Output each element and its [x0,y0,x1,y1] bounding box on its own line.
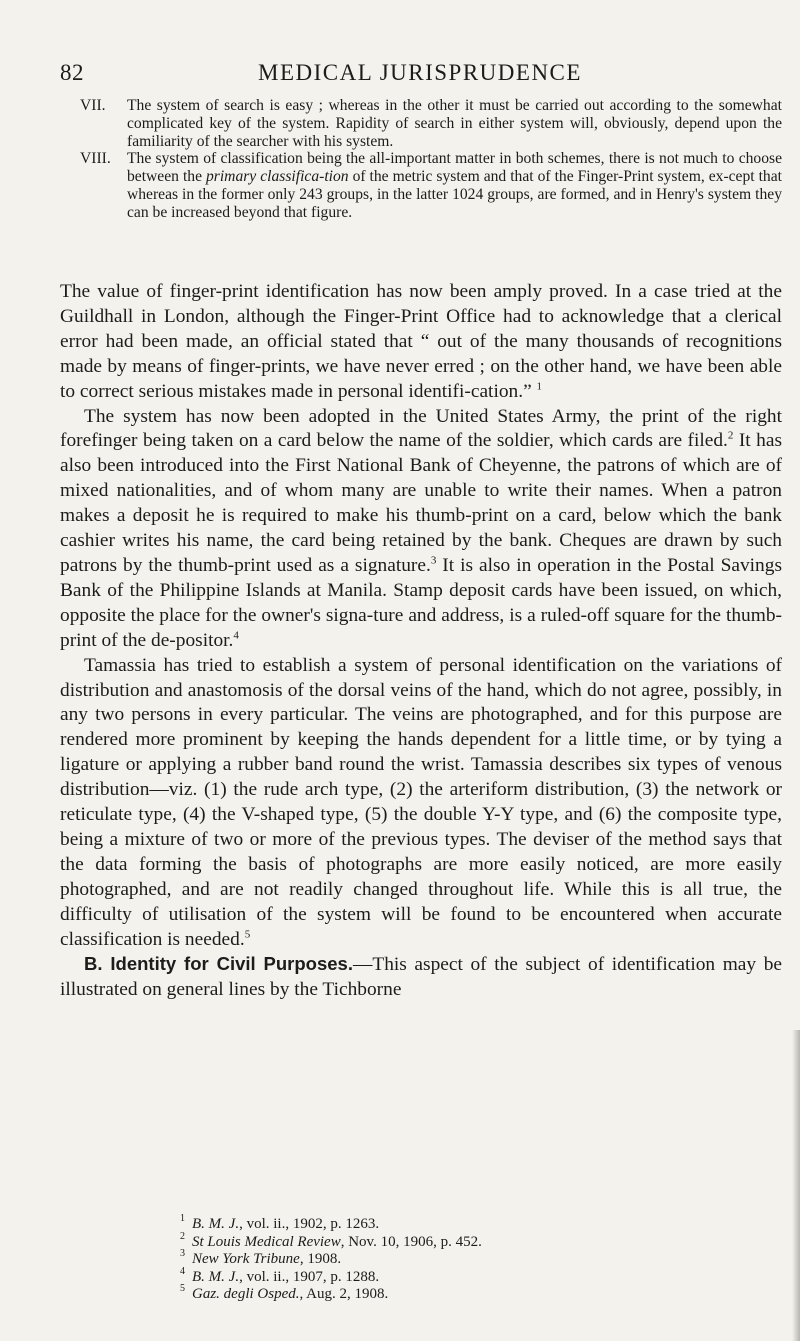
item-text-part: The system of classification being the all-important matter in both schemes, there is not much to choose between the [127,150,782,186]
footnote-ref: 1 [536,380,543,393]
footnote-detail: , 1908. [299,1251,342,1268]
page-header [60,60,780,90]
footnote [180,1248,740,1269]
paragraph [60,405,782,654]
running-title: MEDICAL JURISPRUDENCE [258,60,582,85]
footnote-source: St Louis Medical Review [192,1233,341,1250]
footnote-source: B. M. J. [192,1216,240,1232]
footnote-source: B. M. J. [192,1268,240,1285]
footnote-ref: 4 [233,629,239,642]
footnote [180,1283,740,1304]
item-number: VIII. [80,150,111,168]
footnote-source: New York Tribune [192,1251,300,1268]
paragraph-text: The value of finger-print identification has now been amply proved. In a case tried at the Guildhall in London, although the Finger-Print Office had to acknowledge that a clerical error had been made, an official stated that “ out of the many thousands of recognitions made by means of finger-prints, we have never erred ; on the other hand, we have been able to correct serious mistakes made in personal identifi-cation.” [60,281,782,402]
page-number: 82 [60,60,84,85]
footnote-mark: 3 [180,1248,185,1260]
paragraph-text: It has also been introduced into the First National Bank of Cheyenne, the patrons of which are of mixed nationalities, and of whom many are unable to write their names. When a patron makes a deposit he is required to make his thumb-print on a card, below which the bank cashier writes his name, the card being retained by the bank. Cheques are drawn by such patrons by the thumb-print used as a signature. [60,430,782,576]
footnotes [180,1213,740,1304]
item-text [127,150,782,221]
footnote-detail: , vol. ii., 1902, p. 1263. [239,1216,380,1232]
paragraph [60,952,782,1003]
footnote-detail: , Aug. 2, 1908. [299,1286,389,1303]
footnote-mark: 1 [180,1213,185,1224]
footnote [180,1265,740,1287]
item-text-part: of the metric system and that of the Finger-Print system, ex-cept that whereas in the former only 243 groups, in the latter 1024 groups, are formed, and in Henry's system they can be increased beyond that figure. [127,168,782,221]
list-item [80,97,782,150]
section-heading: B. Identity for Civil Purposes. [84,953,353,975]
item-number: VII. [80,97,106,114]
italic-term: primary classifica-tion [205,168,349,186]
paragraph-text: It is also in operation in the Postal Savings Bank of the Philippine Islands at Manila. Stamp deposit cards have been issued, on which, opposite the place for the owner's signa-ture and address, is a ruled-off square for the thumb-print of the de-positor. [60,554,782,651]
footnote-detail: , Nov. 10, 1906, p. 452. [340,1233,482,1250]
paragraph [60,654,782,953]
footnote-detail: , vol. ii., 1907, p. 1288. [239,1268,380,1285]
paragraph-text: The system has now been adopted in the United States Army, the print of the right forefinger being taken on a card below the name of the soldier, which cards are filed. [60,405,782,452]
footnote [180,1230,740,1252]
footnote-ref: 2 [727,429,734,442]
item-text: The system of search is easy ; whereas in the other it must be carried out according to the somewhat complicated key of the system. Rapidity of search in either system will, obviously, depend upon the familiarity of the searcher with his system. [127,97,782,150]
list-item [80,150,782,221]
footnote-ref: 5 [244,928,251,941]
footnote-source: Gaz. degli Osped. [192,1286,300,1303]
numbered-list [80,97,782,222]
paragraph [60,280,782,405]
paragraph-text: —This aspect of the subject of identification may be illustrated on general lines by the Tichborne [60,954,782,1001]
paragraph-text: Tamassia has tried to establish a system of personal identification on the variations of distribution and anastomosis of the dorsal veins of the hand, which do not agree, possibly, in any two persons in every particular. The veins are photographed, and for this purpose are rendered more prominent by keeping the hands dependent for a little time, or by tying a ligature or applying a rubber band round the wrist. Tamassia describes six types of venous distribution—viz. (1) the rude arch type, (2) the arteriform distribution, (3) the network or reticulate type, (4) the V-shaped type, (5) the double Y-Y type, and (6) the composite type, being a mixture of two or more of the previous types. The deviser of the method says that the data forming the basis of photographs are more easily noticed, are more easily photographed, and are not readily changed throughout life. While this is all true, the difficulty of utilisation of the system will be found to be encountered when accurate classification is needed. [60,654,782,950]
footnote-ref: 3 [430,554,437,567]
footnote-mark: 4 [180,1265,185,1277]
body-text [60,280,782,1003]
footnote-mark: 5 [180,1283,185,1295]
footnote [180,1213,740,1234]
footnote-mark: 2 [180,1230,185,1242]
page-edge-shadow [792,1030,800,1341]
